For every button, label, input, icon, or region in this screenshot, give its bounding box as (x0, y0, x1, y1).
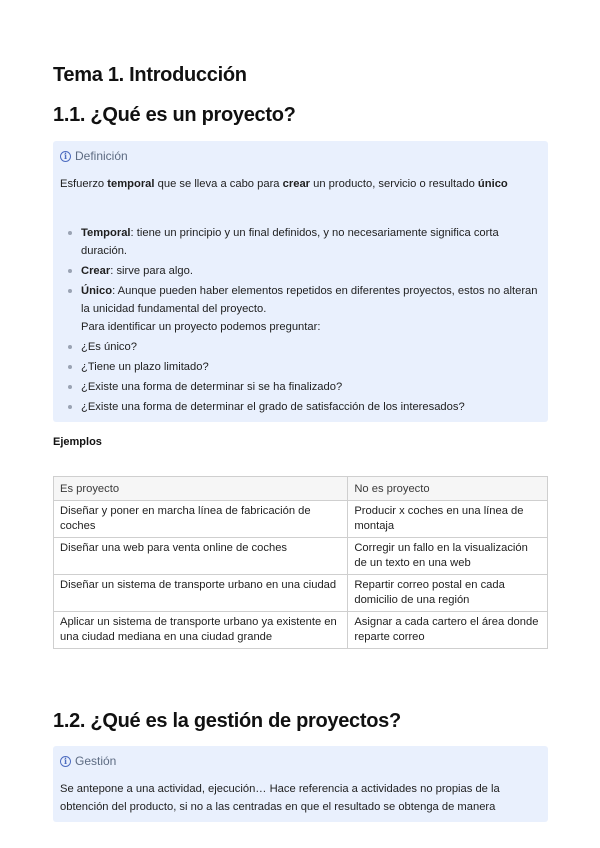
list-item-text: ¿Existe una forma de determinar el grado de satisfacción de los interesados? (81, 401, 465, 413)
bold-term: Temporal (81, 227, 131, 239)
table-cell: Corregir un fallo en la visualización de un texto en una web (348, 538, 548, 575)
table-cell: Diseñar un sistema de transporte urbano en una ciudad (54, 575, 348, 612)
callout-label: Gestión (75, 754, 117, 768)
bold-term: temporal (107, 178, 155, 190)
question-intro: Para identificar un proyecto podemos preguntar: (81, 321, 321, 333)
list-item (67, 338, 544, 356)
definition-callout (53, 141, 548, 422)
management-text: Se antepone a una actividad, ejecución… Hace referencia a actividades no propias de la obtención del producto, si no a las centradas en que el resultado se obtenga de manera (60, 783, 500, 813)
table-row (54, 612, 548, 649)
text-run: un producto, servicio o resultado (310, 178, 478, 190)
list-item (67, 398, 544, 416)
list-item-text: ¿Es único? (81, 341, 137, 353)
table-cell: Aplicar un sistema de transporte urbano ya existente en una ciudad mediana en una ciudad grande (54, 612, 348, 649)
examples-table (53, 476, 548, 649)
list-item-text: ¿Tiene un plazo limitado? (81, 361, 209, 373)
table-cell: Asignar a cada cartero el área donde reparte correo (348, 612, 548, 649)
list-item-text: ¿Existe una forma de determinar si se ha finalizado? (81, 381, 343, 393)
table-cell: Diseñar y poner en marcha línea de fabricación de coches (54, 501, 348, 538)
bold-term: único (477, 178, 508, 190)
section-1-title: 1.1. ¿Qué es un proyecto? (53, 104, 296, 126)
list-item-text: : Aunque pueden haber elementos repetidos en diferentes proyectos, estos no alteran la unicidad fundamental del proyecto. (81, 285, 538, 315)
text-run: Esfuerzo (60, 178, 108, 190)
column-header: Es proyecto (54, 477, 348, 501)
bold-term: Crear (81, 265, 111, 277)
table-row (54, 575, 548, 612)
text-run: que se lleva a cabo para (154, 178, 283, 190)
table-header-row (54, 477, 548, 501)
list-item (67, 358, 544, 376)
definition-bullet-list (67, 224, 544, 418)
list-item (67, 262, 544, 280)
column-header: No es proyecto (348, 477, 548, 501)
definition-text (60, 175, 540, 193)
table-cell: Repartir correo postal en cada domicilio de una región (348, 575, 548, 612)
table-row (54, 538, 548, 575)
bold-term: crear (282, 178, 311, 190)
table-row (54, 501, 548, 538)
list-item (67, 282, 544, 336)
callout-label: Definición (75, 149, 128, 163)
callout-header (60, 754, 116, 768)
bold-term: Único (81, 285, 113, 297)
list-item-text: : sirve para algo. (110, 265, 193, 277)
list-item (67, 378, 544, 396)
table-cell: Producir x coches en una línea de montaja (348, 501, 548, 538)
list-item-text: : tiene un principio y un final definidos, y no necesariamente significa corta duración. (81, 227, 499, 257)
callout-header (60, 149, 128, 163)
info-icon: i (60, 756, 71, 767)
section-2-title: 1.2. ¿Qué es la gestión de proyectos? (53, 710, 401, 732)
topic-title: Tema 1. Introducción (53, 64, 247, 86)
info-icon: i (60, 151, 71, 162)
list-item (67, 224, 544, 260)
table-cell: Diseñar una web para venta online de coches (54, 538, 348, 575)
management-callout (53, 746, 548, 822)
examples-heading: Ejemplos (53, 436, 102, 448)
